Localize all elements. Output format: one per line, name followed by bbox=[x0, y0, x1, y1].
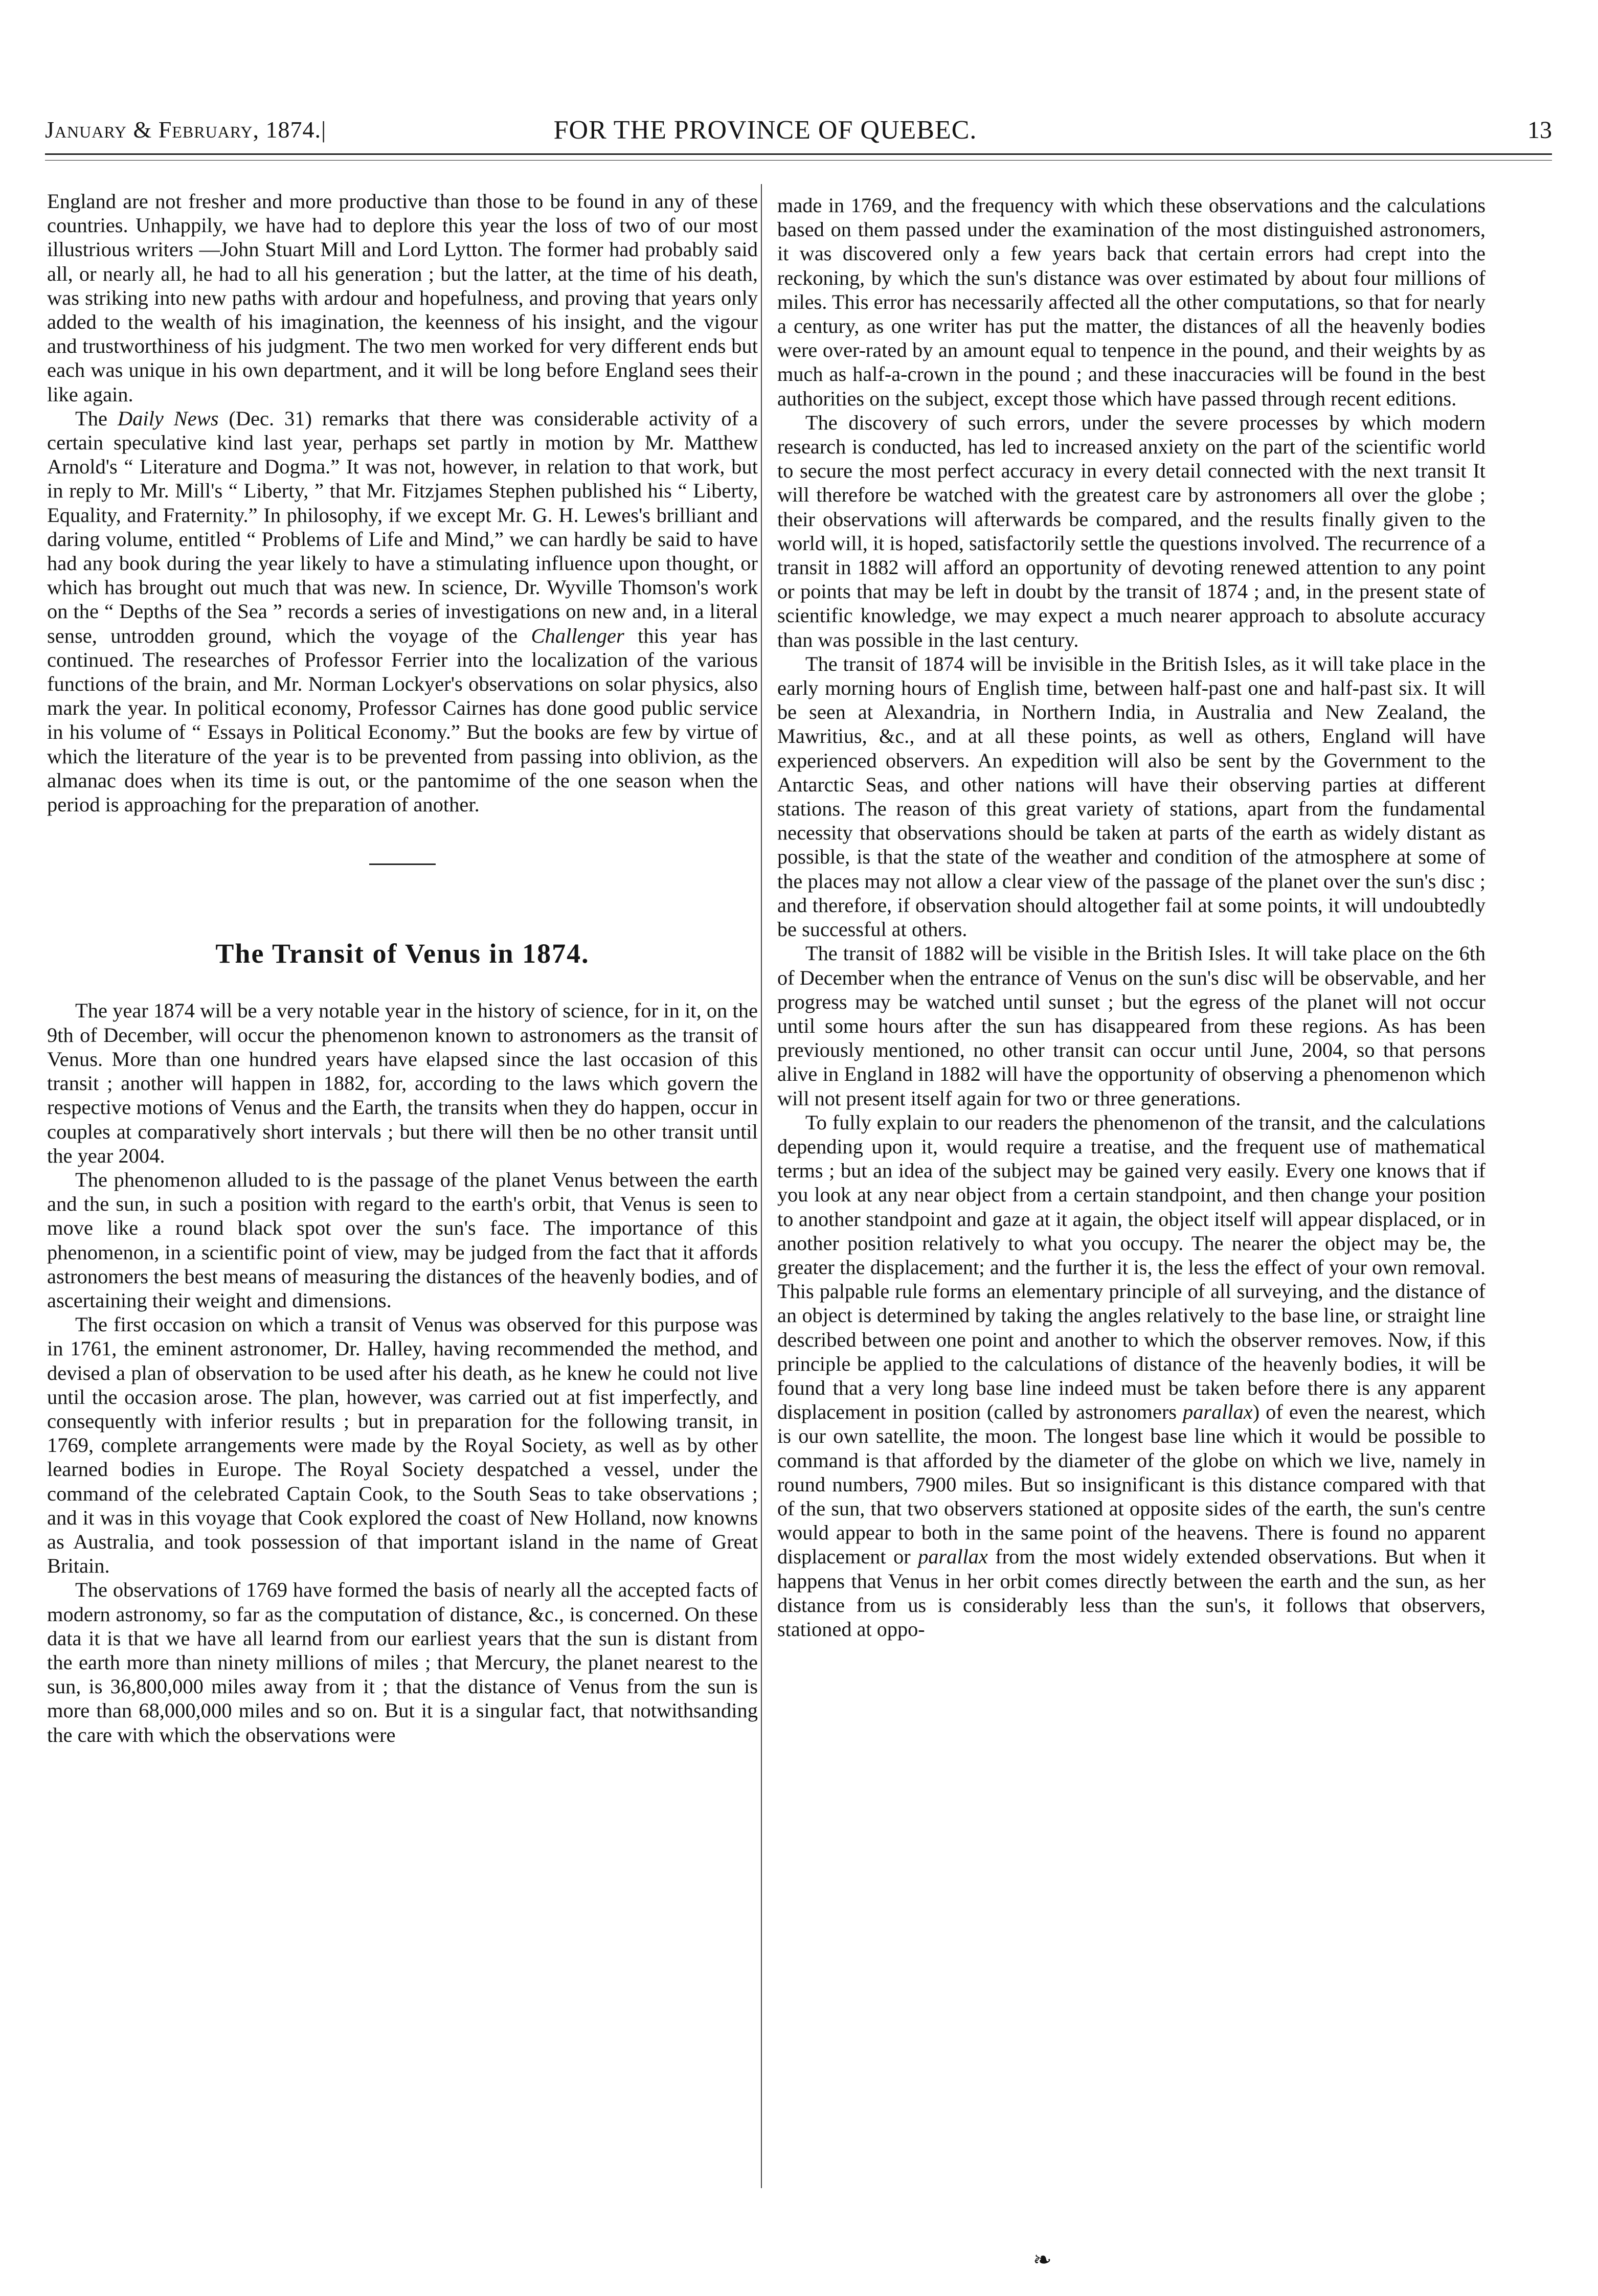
paragraph: The year 1874 will be a very notable year in the history of science, for in it, on the 9th of December, will occur the phenomenon known to astronomers as the transit of Venus. More than one hundred years have elapsed since the last occasion of this transit ; another will happen in 1882, for, according to the laws which govern the respective motions of Venus and the Earth, the transits when they do happen, occur in couples at comparatively short intervals ; but there will then be no other transit until the year 2004. bbox=[47, 999, 758, 1167]
paragraph: The phenomenon alluded to is the passage of the planet Venus between the earth and the sun, in such a position with regard to the earth's orbit, that Venus is seen to move like a round black spot over the sun's face. The importance of this phenomenon, in a scientific point of view, may be judged from the fact that it affords astronomers the best means of measuring the distances of the heavenly bodies, and of ascertaining their weight and dimensions. bbox=[47, 1168, 758, 1312]
column-divider bbox=[761, 184, 762, 2188]
paragraph: The discovery of such errors, under the severe processes by which modern research is conducted, has led to increased anxiety on the part of the scientific world to secure the most perfect accuracy in every detail connected with the next transit It will therefore be watched with the greatest care by astronomers all over the globe ; their observations will afterwards be compared, and the results finally given to the world will, it is hoped, satisfactorily settle the questions involved. The recurrence of a transit in 1882 will afford an opportunity of devoting renewed attention to any point or points that may be left in doubt by the transit of 1874 ; and, in the present state of scientific knowledge, we may expect a much nearer approach to absolute accuracy than was possible in the last century. bbox=[777, 411, 1486, 651]
header-rule bbox=[45, 153, 1552, 161]
text-run: (Dec. 31) remarks that there was considerable activity of a certain speculative kind last year, perhaps set partly in motion by Mr. Matthew Arnold's “ Literature and Dogma.” It was not, however, in relation to that work, but in reply to Mr. Mill's “ Liberty, ” that Mr. Fitzjames Stephen published his “ Liberty, Equality, and Fraternity.” In philosophy, if we except Mr. G. H. Lewes's brilliant and daring volume, entitled “ Problems of Life and Mind,” we can hardly be said to have had any book during the year likely to have a stimulating influence upon thought, or which has brought out much that was new. In science, Dr. Wyville Thomson's work on the “ Depths of the Sea ” records a series of investigations on new and, in a literal sense, untrodden ground, which the voyage of the bbox=[47, 406, 758, 647]
section-heading: The Transit of Venus in 1874. bbox=[215, 938, 590, 969]
text-run: The bbox=[75, 406, 118, 430]
left-column bbox=[47, 189, 758, 1747]
italic-term: parallax bbox=[1183, 1400, 1253, 1424]
paragraph bbox=[47, 406, 758, 816]
italic-term: parallax bbox=[918, 1545, 988, 1568]
journal-title: FOR THE PROVINCE OF QUEBEC. bbox=[553, 116, 977, 145]
issue-date: January & February, 1874.| bbox=[45, 117, 327, 143]
italic-title: Challenger bbox=[531, 624, 624, 647]
text-run: from the most widely extended observations. But when it happens that Venus in her orbit comes directly between the earth and the sun, as her distance from us is considerably less than the sun's, it follows that observers, stationed at oppo- bbox=[777, 1545, 1486, 1641]
section-divider bbox=[369, 863, 436, 865]
paragraph: England are not fresher and more productive than those to be found in any of these countries. Unhappily, we have had to deplore this year the loss of two of our most illustrious writers —John Stuart Mill and Lord Lytton. The former had probably said all, or nearly all, he had to all his generation ; but the latter, at the time of his death, was striking into new paths with ardour and hopefulness, and proving that years only added to the wealth of his imagination, the keenness of his insight, and the vigour and trustworthiness of his judgment. The two men worked for very different ends but each was unique in his own department, and it will be long before England sees their like again. bbox=[47, 190, 758, 406]
paragraph bbox=[777, 1110, 1486, 1641]
text-run: this year has continued. The researches of Professor Ferrier into the localization of the various functions of the brain, and Mr. Norman Lockyer's observations on solar physics, also mark the year. In political economy, Professor Cairnes has done good public service in his volume of “ Essays in Political Economy.” But the books are few by virtue of which the literature of the year is to be prevented from passing into oblivion, as the almanac does when its time is out, or the pantomime of the one season when the period is approaching for the preparation of another. bbox=[47, 624, 758, 816]
text-run: ) of even the nearest, which is our own satellite, the moon. The longest base line which it would be possible to command is that afforded by the diameter of the globe on which we live, namely in round numbers, 7900 miles. But so insignificant is this distance compared with that of the sun, that two observers stationed at opposite sides of the earth, the sun's centre would appear to both in the same point of the heavens. There is found no apparent displacement or bbox=[777, 1400, 1486, 1568]
paragraph: The transit of 1874 will be invisible in the British Isles, as it will take place in the early morning hours of English time, between half-past one and half-past six. It will be seen at Alexandria, in Northern India, in Australia and New Zealand, the Mawritius, &c., and at all these points, as well as others, England will have experienced observers. An expedition will also be sent by the Government to the Antarctic Seas, and other nations will have their observing parties at different stations. The reason of this great variety of stations, apart from the fundamental necessity that observations should be taken at parts of the earth as widely distant as possible, is that the state of the weather and condition of the atmosphere at some of the places may not allow a clear view of the passage of the planet over the sun's disc ; and therefore, if observation should altogether fail at some points, it will undoubtedly be successful at others. bbox=[777, 652, 1486, 941]
paragraph: The first occasion on which a transit of Venus was observed for this purpose was in 1761, the eminent astronomer, Dr. Halley, having recommended the method, and devised a plan of observation to be used after his death, as he knew he could not live until the occasion arose. The plan, however, was carried out at fist imperfectly, and consequently with inferior results ; but in preparation for the following transit, in 1769, complete arrangements were made by the Royal Society, as well as by other learned bodies in Europe. The Royal Society despatched a vessel, under the command of the celebrated Captain Cook, to the South Seas to take observations ; and it was in this voyage that Cook explored the coast of New Holland, now knowns as Australia, and took possession of that important island in the name of Great Britain. bbox=[47, 1313, 758, 1578]
paragraph: The observations of 1769 have formed the basis of nearly all the accepted facts of modern astronomy, so far as the computation of distance, &c., is concerned. On these data it is that we have all learnd from our earliest years that the sun is distant from the earth more than ninety millions of miles ; that Mercury, the planet nearest to the sun, is 36,800,000 miles away from it ; that the distance of Venus from the sun is more than 68,000,000 miles and so on. But it is a singular fact, that notwithsanding the care with which the observations were bbox=[47, 1578, 758, 1746]
paragraph: made in 1769, and the frequency with which these observations and the calculations based on them passed under the examination of the most distinguished astronomers, it was discovered only a few years back that certain errors had crept into the reckoning, by which the sun's distance was over estimated by about four millions of miles. This error has necessarily affected all the other computations, so that for nearly a century, as one writer has put the matter, the distances of all the heavenly bodies were over-rated by an amount equal to tenpence in the pound, and their weights by as much as half-a-crown in the pound ; and these inaccuracies will be found in the best authorities on the subject, except those which have passed through recent editions. bbox=[777, 194, 1486, 410]
page-number: 13 bbox=[1527, 117, 1552, 144]
paragraph: The transit of 1882 will be visible in the British Isles. It will take place on the 6th of December when the entrance of Venus on the sun's disc will be observable, and her progress may be watched until sunset ; but the egress of the planet will not occur until some hours after the sun has disappeared from these regions. As has been previously mentioned, no other transit can occur until June, 2004, so that persons alive in England in 1882 will have the opportunity of observing a phenomenon which will not present itself again for two or three generations. bbox=[777, 942, 1486, 1110]
text-run: To fully explain to our readers the phenomenon of the transit, and the calculations depending upon it, would require a treatise, and the frequent use of mathematical terms ; but an idea of the subject may be gained very easily. Every one knows that if you look at any near object from a certain standpoint, and then change your position to another standpoint and gaze at it again, the object itself will appear displaced, or in another position relatively to what you occupy. The nearer the object may be, the greater the displacement; and the further it is, the less the effect of your own removal. This palpable rule forms an elementary principle of all surveying, and the distance of an object is determined by taking the angles relatively to the base line, or straight line described between one point and another to which the observer removes. Now, if this principle be applied to the calculations of distance of the heavenly bodies, it will be found that a very long base line indeed must be taken before there is any apparent displacement in position (called by astronomers bbox=[777, 1110, 1486, 1424]
printer-ornament-icon: ❧ bbox=[1033, 2247, 1052, 2272]
italic-title: Daily News bbox=[117, 406, 219, 430]
right-column bbox=[777, 193, 1486, 1641]
running-header bbox=[45, 110, 1552, 148]
